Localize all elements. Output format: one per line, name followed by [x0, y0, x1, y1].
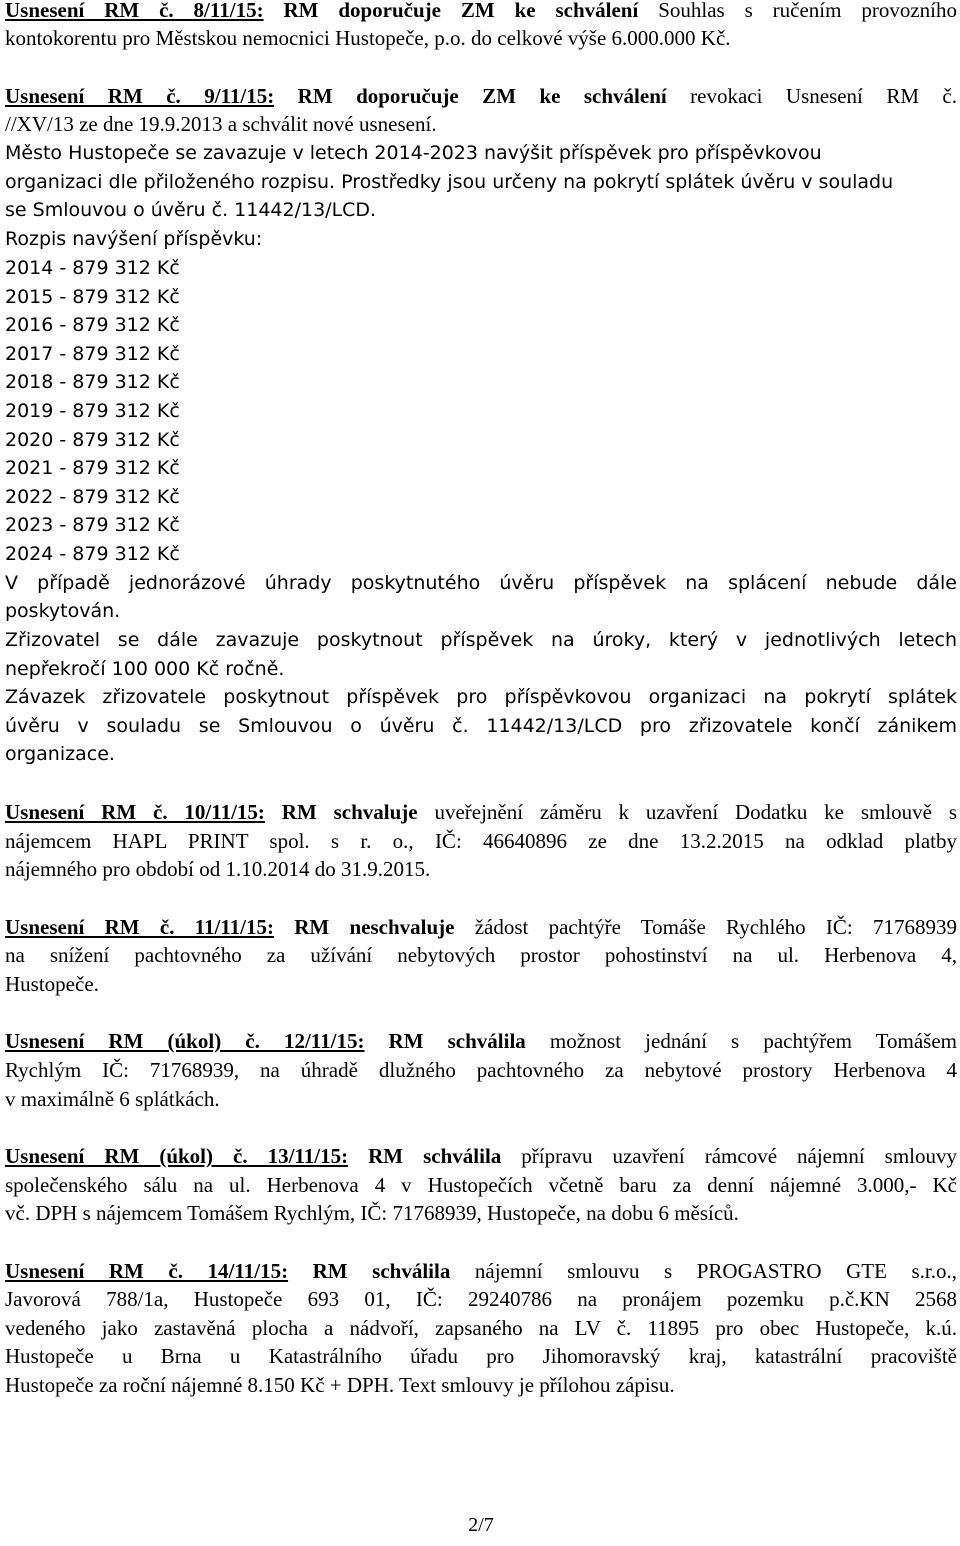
schedule-item: 2024 - 879 312 Kč: [5, 543, 180, 565]
res10-line1: [5, 798, 957, 826]
res14-line1: [5, 1257, 957, 1285]
res13-line3: vč. DPH s nájemcem Tomášem Rychlým, IČ: 71768939, Hustopeče, na dobu 6 měsíců.: [5, 1201, 739, 1225]
schedule-item: 2015 - 879 312 Kč: [5, 286, 180, 308]
schedule-item: 2019 - 879 312 Kč: [5, 400, 180, 422]
res9-line2: //XV/13 ze dne 19.9.2013 a schválit nové usnesení.: [5, 112, 437, 136]
res14-text1: nájemní smlouvu s PROGASTRO GTE s.r.o.,: [474, 1259, 958, 1283]
res10-verb: RM schvaluje: [281, 800, 418, 824]
res10-text1: uveřejnění záměru k uzavření Dodatku ke smlouvě s: [434, 800, 958, 824]
schedule-item: 2017 - 879 312 Kč: [5, 343, 180, 365]
res9-line1: [5, 82, 957, 110]
res9-body-3: se Smlouvou o úvěru č. 11442/13/LCD.: [5, 199, 377, 221]
res14-ref: Usnesení RM č. 14/11/15:: [5, 1259, 289, 1283]
res8-ref: Usnesení RM č. 8/11/15:: [5, 0, 264, 22]
schedule-item: 2018 - 879 312 Kč: [5, 371, 180, 393]
res8-line2: kontokorentu pro Městskou nemocnici Hustopeče, p.o. do celkové výše 6.000.000 Kč.: [5, 26, 731, 50]
res14-line5: Hustopeče za roční nájemné 8.150 Kč + DPH. Text smlouvy je přílohou zápisu.: [5, 1373, 675, 1397]
res9-para2-l1: Zřizovatel se dále zavazuje poskytnout příspěvek na úroky, který v jednotlivých letech: [5, 629, 957, 651]
res9-body-2: organizaci dle přiloženého rozpisu. Prostředky jsou určeny na pokrytí splátek úvěru v souladu: [5, 171, 894, 193]
res14-line2: Javorová 788/1a, Hustopeče 693 01, IČ: 29240786 na pronájem pozemku p.č.KN 2568: [5, 1287, 957, 1311]
res8-verb: RM doporučuje ZM ke schválení: [283, 0, 639, 22]
res11-line3: Hustopeče.: [5, 972, 99, 996]
res11-ref: Usnesení RM č. 11/11/15:: [5, 915, 274, 939]
schedule-item: 2021 - 879 312 Kč: [5, 457, 180, 479]
res13-ref: Usnesení RM (úkol) č. 13/11/15:: [5, 1144, 349, 1168]
res13-line2: společenského sálu na ul. Herbenova 4 v Hustopečích včetně baru za denní nájemné 3.000,- Kč: [5, 1173, 957, 1197]
res13-line1: [5, 1142, 957, 1170]
page-number: 2/7: [468, 1514, 494, 1536]
res13-verb: RM schválila: [368, 1144, 502, 1168]
res9-para2-l2: nepřekročí 100 000 Kč ročně.: [5, 658, 285, 680]
res13-text1: přípravu uzavření rámcové nájemní smlouvy: [521, 1144, 958, 1168]
res9-para1-l2: poskytován.: [5, 600, 121, 622]
res14-verb: RM schválila: [312, 1259, 451, 1283]
res12-line2: Rychlým IČ: 71768939, na úhradě dlužného pachtovného za nebytové prostory Herbenova 4: [5, 1058, 957, 1082]
res11-line1: [5, 913, 957, 941]
res14-line3: vedeného jako zastavěná plocha a nádvoří, zapsaného na LV č. 11895 pro obec Hustopeče, k.ú.: [5, 1316, 957, 1340]
res10-line3: nájemného pro období od 1.10.2014 do 31.9.2015.: [5, 857, 431, 881]
res9-para3-l2: úvěru v souladu se Smlouvou o úvěru č. 11442/13/LCD pro zřizovatele končí zánikem: [5, 715, 957, 737]
schedule-item: 2016 - 879 312 Kč: [5, 314, 180, 336]
res9-verb: RM doporučuje ZM ke schválení: [297, 84, 667, 108]
schedule-item: 2022 - 879 312 Kč: [5, 486, 180, 508]
res11-verb: RM neschvaluje: [294, 915, 455, 939]
schedule-item: 2020 - 879 312 Kč: [5, 429, 180, 451]
res12-line1: [5, 1027, 957, 1055]
res12-verb: RM schválila: [388, 1029, 526, 1053]
res10-line2: nájemcem HAPL PRINT spol. s r. o., IČ: 46640896 ze dne 13.2.2015 na odklad platby: [5, 829, 957, 853]
res10-ref: Usnesení RM č. 10/11/15:: [5, 800, 265, 824]
res12-ref: Usnesení RM (úkol) č. 12/11/15:: [5, 1029, 365, 1053]
res14-line4: Hustopeče u Brna u Katastrálního úřadu pro Jihomoravský kraj, katastrální pracoviště: [5, 1344, 957, 1368]
res9-para3-l1: Závazek zřizovatele poskytnout příspěvek pro příspěvkovou organizaci na pokrytí splátek: [5, 686, 957, 708]
res9-para1-l1: V případě jednorázové úhrady poskytnutého úvěru příspěvek na splácení nebude dále: [5, 572, 957, 594]
res9-ref: Usnesení RM č. 9/11/15:: [5, 84, 275, 108]
schedule-item: 2014 - 879 312 Kč: [5, 257, 180, 279]
res9-body-1: Město Hustopeče se zavazuje v letech 2014-2023 navýšit příspěvek pro příspěvkovou: [5, 142, 822, 164]
res11-line2: na snížení pachtovného za užívání nebytových prostor pohostinství na ul. Herbenova 4,: [5, 943, 957, 967]
res8-line1: [5, 0, 957, 24]
schedule-item: 2023 - 879 312 Kč: [5, 514, 180, 536]
res9-body-4: Rozpis navýšení příspěvku:: [5, 228, 263, 250]
res8-text1: Souhlas s ručením provozního: [658, 0, 958, 22]
res9-text1: revokaci Usnesení RM č.: [690, 84, 958, 108]
res9-para3-l3: organizace.: [5, 743, 115, 765]
res11-text1: žádost pachtýře Tomáše Rychlého IČ: 71768939: [474, 915, 957, 939]
res12-line3: v maximálně 6 splátkách.: [5, 1087, 220, 1111]
res12-text1: možnost jednání s pachtýřem Tomášem: [549, 1029, 958, 1053]
